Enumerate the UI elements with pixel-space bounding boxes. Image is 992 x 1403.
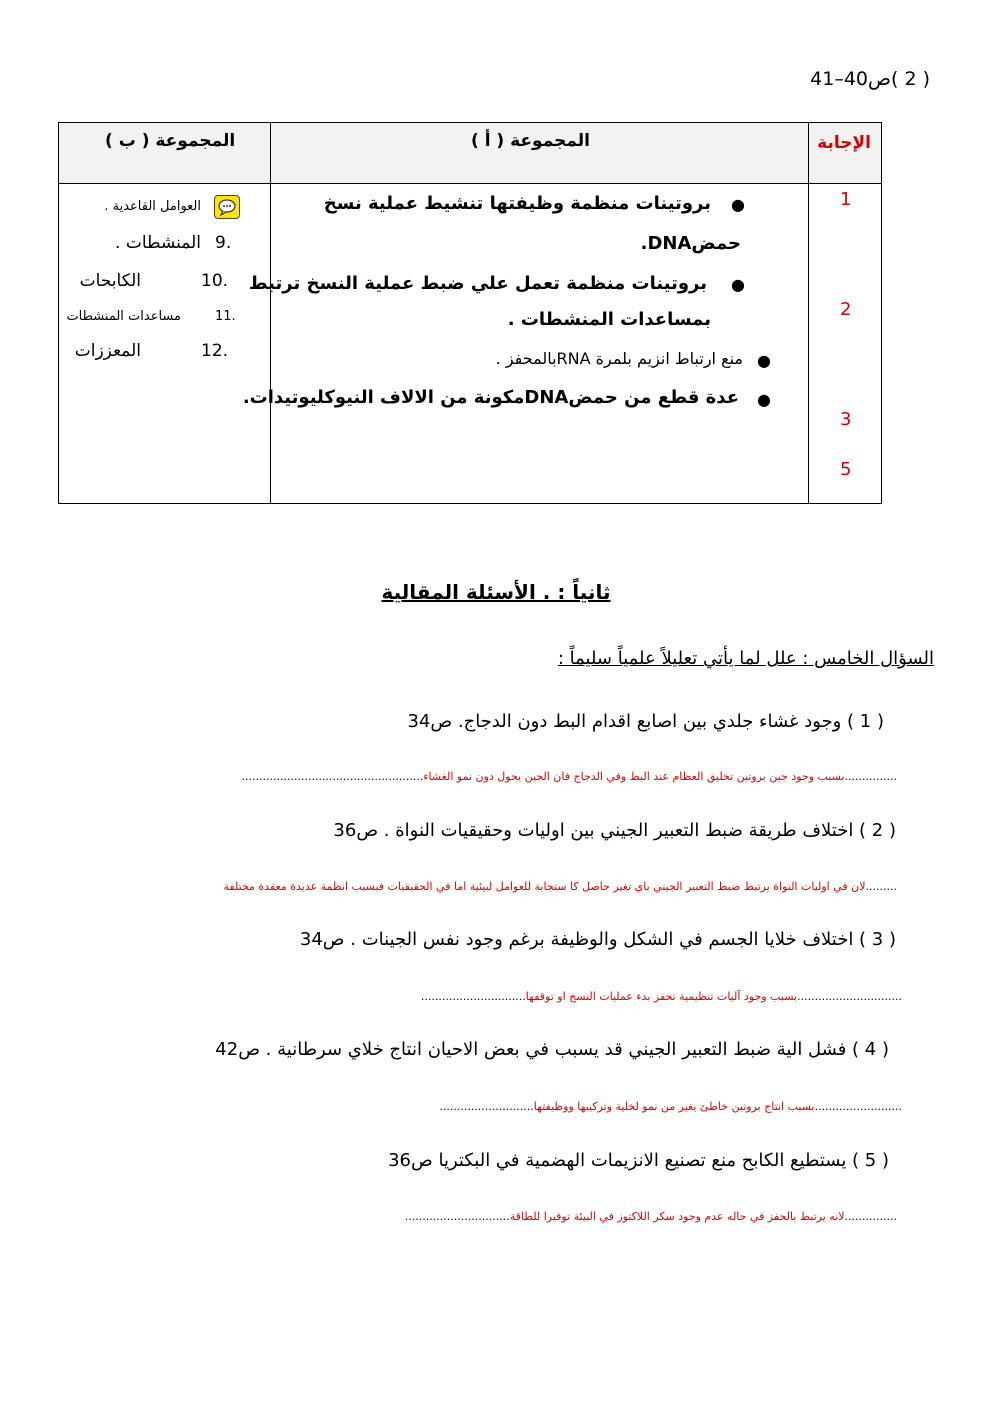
question-item-2: ( 2 ) اختلاف طريقة ضبط التعبير الجيني بين اوليات وحقيقيات النواة . ص36 <box>333 820 896 841</box>
header-group-b: المجموعة ( ب ) <box>105 131 236 151</box>
answer-text-5: لانه يرتبط بالحفز في حاله عدم وجود سكر اللاكتوز في البيئة توفيرا للطاقة <box>509 1210 845 1223</box>
answer-text-2: لان في اوليات النواة يرتبط ضبط التعبير الجيني باي تغير حاصل كا ستجابة للعوامل لبيئية اما في الحقيقيات فبسبب انظمة عديدة معقدة مختلفة <box>223 880 866 893</box>
answer-line-2: .........لان في اوليات النواة يرتبط ضبط التعبير الجيني باي تغير حاصل كا ستجابة للعوامل لبيئية اما في الحقيقيات فبسبب انظمة عديدة معقدة مختلفة <box>223 880 897 893</box>
chat-emoji-icon <box>214 195 240 219</box>
header-answer: الإجابة <box>817 133 871 153</box>
header-group-a: المجموعة ( أ ) <box>471 131 590 151</box>
group-b-number: 10. <box>201 271 229 291</box>
group-a-item-2-line1: بروتينات منظمة تعمل علي ضبط عملية النسخ ترتبط <box>248 273 707 294</box>
page-reference: ( 2 )ص40–41 <box>810 68 930 90</box>
group-b-number: 12. <box>201 341 229 361</box>
answer-line-5: ...............لانه يرتبط بالحفز في حاله عدم وجود سكر اللاكتوز في البيئة توفيرا للطاقة.............................. <box>404 1210 897 1223</box>
header-divider <box>59 183 881 184</box>
answer-line-4: .........................بسبب انتاج بروتين خاطئ يغير من نمو لخلية وتركيبها ووظيفتها........................... <box>439 1100 902 1113</box>
answer-number: 3 <box>840 409 852 430</box>
group-b-number: 11. <box>215 309 236 324</box>
question-item-4: ( 4 ) فشل الية ضبط التعبير الجيني قد يسبب في بعض الاحيان انتاج خلاي سرطانية . ص42 <box>215 1039 889 1060</box>
section-title: ثانياً : . الأسئلة المقالية <box>381 580 611 604</box>
bullet-icon: ● <box>731 195 745 214</box>
group-b-item-basal-factors: العوامل القاعدية . <box>104 199 201 214</box>
group-a-item-2-line2: بمساعدات المنشطات . <box>507 309 711 330</box>
bullet-icon: ● <box>731 275 745 294</box>
answer-line-3: ..............................بسبب وجود آليات تنظيمية تحفز بدء عمليات النسخ او توقفها.............................. <box>420 990 902 1003</box>
group-a-item-1-line2: حمضDNA. <box>640 233 741 254</box>
question-item-5: ( 5 ) يستطيع الكابح منع تصنيع الانزيمات الهضمية في البكتريا ص36 <box>388 1150 889 1171</box>
answer-text-4: بسبب انتاج بروتين خاطئ يغير من نمو لخلية وتركيبها ووظيفتها <box>533 1100 815 1113</box>
answer-text-1: بسبب وجود جين بروتين تخليق العظام عند البط وفي الدجاج فان الجين يحول دون نمو الغشاء <box>423 770 845 783</box>
answer-text-3: بسبب وجود آليات تنظيمية تحفز بدء عمليات النسخ او توقفها <box>525 990 798 1003</box>
bullet-icon: ● <box>757 390 771 409</box>
group-b-item-repressors: الكابحات <box>79 271 141 291</box>
group-b-number: 9. <box>215 233 232 253</box>
group-b-item-activators: المنشطات . <box>115 233 201 253</box>
answer-number: 5 <box>840 459 852 480</box>
group-a-item-1-line1: بروتينات منظمة وظيفتها تنشيط عملية نسخ <box>323 193 711 214</box>
column-divider <box>808 123 809 503</box>
group-a-item-3: منع ارتباط انزيم بلمرة RNAبالمحفز . <box>495 349 743 368</box>
question-5-title: السؤال الخامس : علل لما يأتي تعليلاً علمياً سليماً : <box>557 648 934 669</box>
question-item-3: ( 3 ) اختلاف خلايا الجسم في الشكل والوظيفة برغم وجود نفس الجينات . ص34 <box>299 929 896 950</box>
group-b-item-coactivators: مساعدات المنشطات <box>66 309 181 324</box>
question-item-1: ( 1 ) وجود غشاء جلدي بين اصابع اقدام البط دون الدجاج. ص34 <box>407 711 884 732</box>
matching-table <box>58 122 882 504</box>
answer-number: 1 <box>840 189 852 210</box>
group-b-item-enhancers: المعززات <box>74 341 141 361</box>
bullet-icon: ● <box>757 351 771 370</box>
group-a-item-4: عدة قطع من حمضDNAمكونة من الالاف النيوكليوتيدات. <box>242 387 739 408</box>
answer-line-1: ...............بسبب وجود جين بروتين تخليق العظام عند البط وفي الدجاج فان الجين يحول دون نمو الغشاء.................................................... <box>241 770 897 783</box>
column-divider <box>270 123 271 503</box>
answer-number: 2 <box>840 299 852 320</box>
